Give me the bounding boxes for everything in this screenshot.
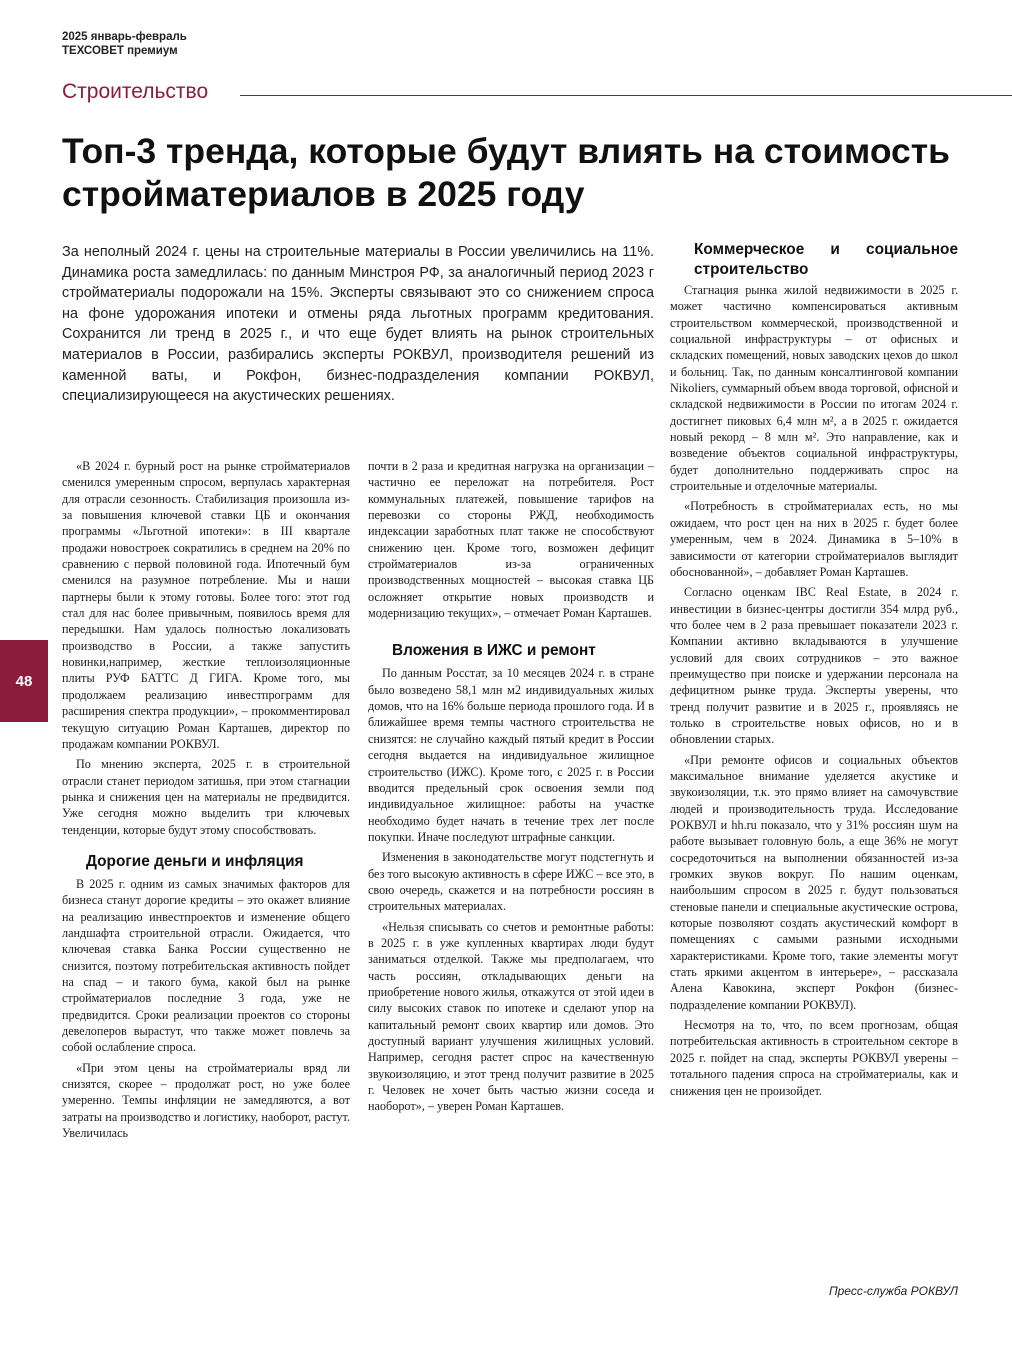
subheading-izhs-renovation: Вложения в ИЖС и ремонт: [392, 642, 596, 660]
press-credit: Пресс-служба РОКВУЛ: [828, 1284, 958, 1298]
paragraph: «При ремонте офисов и социальных объектов максимальное внимание уделяется акустике и звукоизоляции, т.к. это прямо влияет на самочувствие людей и производительность труда. Исследование РОКВУЛ и hh.ru показало, что у 31% россиян шум на работе вызывает головную боль, а еще 36% не могут сосредоточиться на выполнении обязанностей из-за громких звуков вокруг. По нашим оценкам, наибольшим спросом в 2025 г. будут пользоваться стеновые панели и специальные акустические острова, которые позволяют создать акустический комфорт в помещениях с самыми разными исходными характеристиками. Кроме того, такие элементы могут стать яркими акцентом в интерьере», – рассказала Алена Кавокина, эксперт Рокфон (бизнес-подразделение компании РОКВУЛ).: [670, 752, 958, 1012]
issue-date: 2025 январь-февраль: [62, 31, 187, 43]
page-number: 48: [15, 672, 33, 690]
column-2: [368, 458, 654, 1115]
paragraph: По мнению эксперта, 2025 г. в строительной отрасли станет периодом затишья, при этом стагнации рынка и снижения цен на материалы не предвидится. Уже сегодня можно выделить три ключевых тенденции, которые будут этому способствовать.: [62, 757, 350, 837]
paragraph: Согласно оценкам IBC Real Estate, в 2024 г. инвестиции в бизнес-центры достигли 354 млрд руб., что более чем в 2 раза превышает показатели 2023 г. Компании активно вкладываются в улучшение условий для своих сотрудников – это важное преимущество при поиске и удержании персонала на дефицитном рынке труда. Эксперты уверены, что тренд получит развитие и в 2025 г., проявляясь не только в строительстве новых офисов, но и в обновлении старых.: [670, 585, 958, 747]
rubric-divider: [240, 95, 1012, 96]
subheading-expensive-money: Дорогие деньги и инфляция: [86, 852, 304, 870]
paragraph: В 2025 г. одним из самых значимых факторов для бизнеса станут дорогие кредиты – это окажет влияние на реализацию инвестпроектов и изменение общего ландшафта строительной отрасли. Ожидается, что ключевая ставка Банка России существенно не снизится, поэтому потребительская активность пойдет на спад – и такого бума, какой был на рынке стройматериалов последние 3 года, уже не предвидится. Сроки реализации проектов со стороны девелоперов вырастут, что также может повлечь за собой ослабление спроса.: [62, 876, 350, 1055]
paragraph: Несмотря на то, что, по всем прогнозам, общая потребительская активность в строительном секторе в 2025 г. пойдет на спад, эксперты РОКВУЛ уверены – тотального падения спроса на стройматериалы, как и снижения цен не произойдет.: [670, 1018, 958, 1098]
paragraph: «Потребность в стройматериалах есть, но мы ожидаем, что рост цен на них в 2025 г. будет более умеренным, чем в 2024. Динамика в 5–10% в зависимости от категории стройматериалов выглядит обоснованной», – добавляет Роман Карташев.: [670, 499, 958, 579]
paragraph: «В 2024 г. бурный рост на рынке стройматериалов сменился умеренным спросом, верпулась характерная для отрасли сезонность. Стабилизация произошла из-за повышения ключевой ставки ЦБ и окончания программы «Льготной ипотеки»: в III квартале продажи новостроек сократились в среднем на 20% по сравнению с первой половиной года. Ипотечный бум сменился на разумное потребление. Мы и наши партнеры были к этому готовы. Более того: этот год стал для нас более привычным, появилось время для передышки. Нам удалось полностью локализовать производство в России, а также запустить новинки,например, жесткие теплоизоляционные плиты РУФ БАТТС Д ГИГА. Кроме того, мы продолжаем реализацию инвестпрограмм для расширения спектра продукции», – прокомментировал текущую ситуацию Роман Карташев, директор по продажам компании РОКВУЛ.: [62, 459, 350, 751]
section-rubric: Строительство: [62, 80, 209, 103]
issue-header: [62, 30, 187, 58]
column-3: [670, 240, 958, 1099]
paragraph: Стагнация рынка жилой недвижимости в 2025 г. может частично компенсироваться активным строительством коммерческой, производственной и социальной инфраструктуры – от офисных и складских помещений, новых заводских цехов до школ и больниц. Так, по данным консалтинговой компании Nikoliers, суммарный объем ввода торговой, офисной и складской недвижимости в России по итогам 2024 г. достигнет пиковых 6,4 млн м², а в 2025 г. ожидается новый рекорд – 8 млн м². Это направление, как и возведение объектов социальной инфраструктуры, будет дополнительно поддерживать спрос на строительные и отделочные материалы.: [670, 283, 958, 494]
page-number-tab: [0, 640, 48, 722]
magazine-name: ТЕХСОВЕТ премиум: [62, 45, 178, 57]
paragraph: почти в 2 раза и кредитная нагрузка на организации – частично ее переложат на потребителя. Рост коммунальных платежей, повышение тарифов на перевозки со стороны РЖД, необходимость индексации заработных плат также не способствуют снижению цен. Кроме того, возможен дефицит стройматериалов из-за ограниченных производственных мощностей – высокая ставка ЦБ осложняет открытие новых производств и модернизацию текущих», – отмечает Роман Карташев.: [368, 459, 654, 621]
subheading-commercial-construction: Коммерческое и социальное строительство: [694, 241, 958, 278]
column-1: [62, 458, 350, 1141]
paragraph: Изменения в законодательстве могут подстегнуть и без того высокую активность в сфере ИЖС – все это, в свою очередь, скажется и на потребности россиян в строительных материалах.: [368, 850, 654, 914]
article-lead: За неполный 2024 г. цены на строительные материалы в России увеличились на 11%. Динамика роста замедлилась: по данным Минстроя РФ, за аналогичный период 2023 г стройматериалы подорожали на 15%. Эксперты связывают это со снижением спроса на фоне удорожания ипотеки и отмены ряда льготных программ кредитования. Сохранится ли тренд в 2025 г., и что еще будет влиять на рынок строительных материалов в России, разбирались эксперты РОКВУЛ, производителя решений из каменной ваты, и Рокфон, бизнес-подразделения компании РОКВУЛ, специализирующееся на акустических решениях.: [62, 244, 654, 405]
paragraph: «Нельзя списывать со счетов и ремонтные работы: в 2025 г. в уже купленных квартирах люди будут заниматься отделкой. Также мы предполагаем, что часть россиян, откладывающих деньги на приобретение нового жилья, откажутся от этой идеи в силу высоких ставок по ипотеке и сделают упор на капитальный ремонт своих квартир или домов. Это доступный вариант улучшения жилищных условий. Например, сегодня растет спрос на качественную звукоизоляцию, и этот тренд получит развитие в 2025 г. Человек не хочет быть частью жизни соседа и наоборот», – уверен Роман Карташев.: [368, 919, 654, 1114]
paragraph: По данным Росстат, за 10 месяцев 2024 г. в стране было возведено 58,1 млн м2 индивидуальных жилых домов, что на 16% больше периода прошлого года. И в ближайшее время темпы частного строительства не снизятся: не случайно каждый пятый кредит в России сегодня выдается на индивидуальное жилищное строительство (ИЖС). Кроме того, с 2025 г. в России вводится предельный срок освоения земли под индивидуальное жилищное: работы на участке необходимо будет начать в течение трех лет после покупки. Иначе последуют штрафные санкции.: [368, 666, 654, 844]
paragraph: «При этом цены на стройматериалы вряд ли снизятся, скорее – продолжат рост, но уже более умеренно. Темпы инфляции не замедляются, а вот затраты на производство и логистику, наоборот, растут. Увеличилась: [62, 1060, 350, 1141]
article-title: Топ-3 тренда, которые будут влиять на стоимость стройматериалов в 2025 году: [62, 131, 950, 214]
